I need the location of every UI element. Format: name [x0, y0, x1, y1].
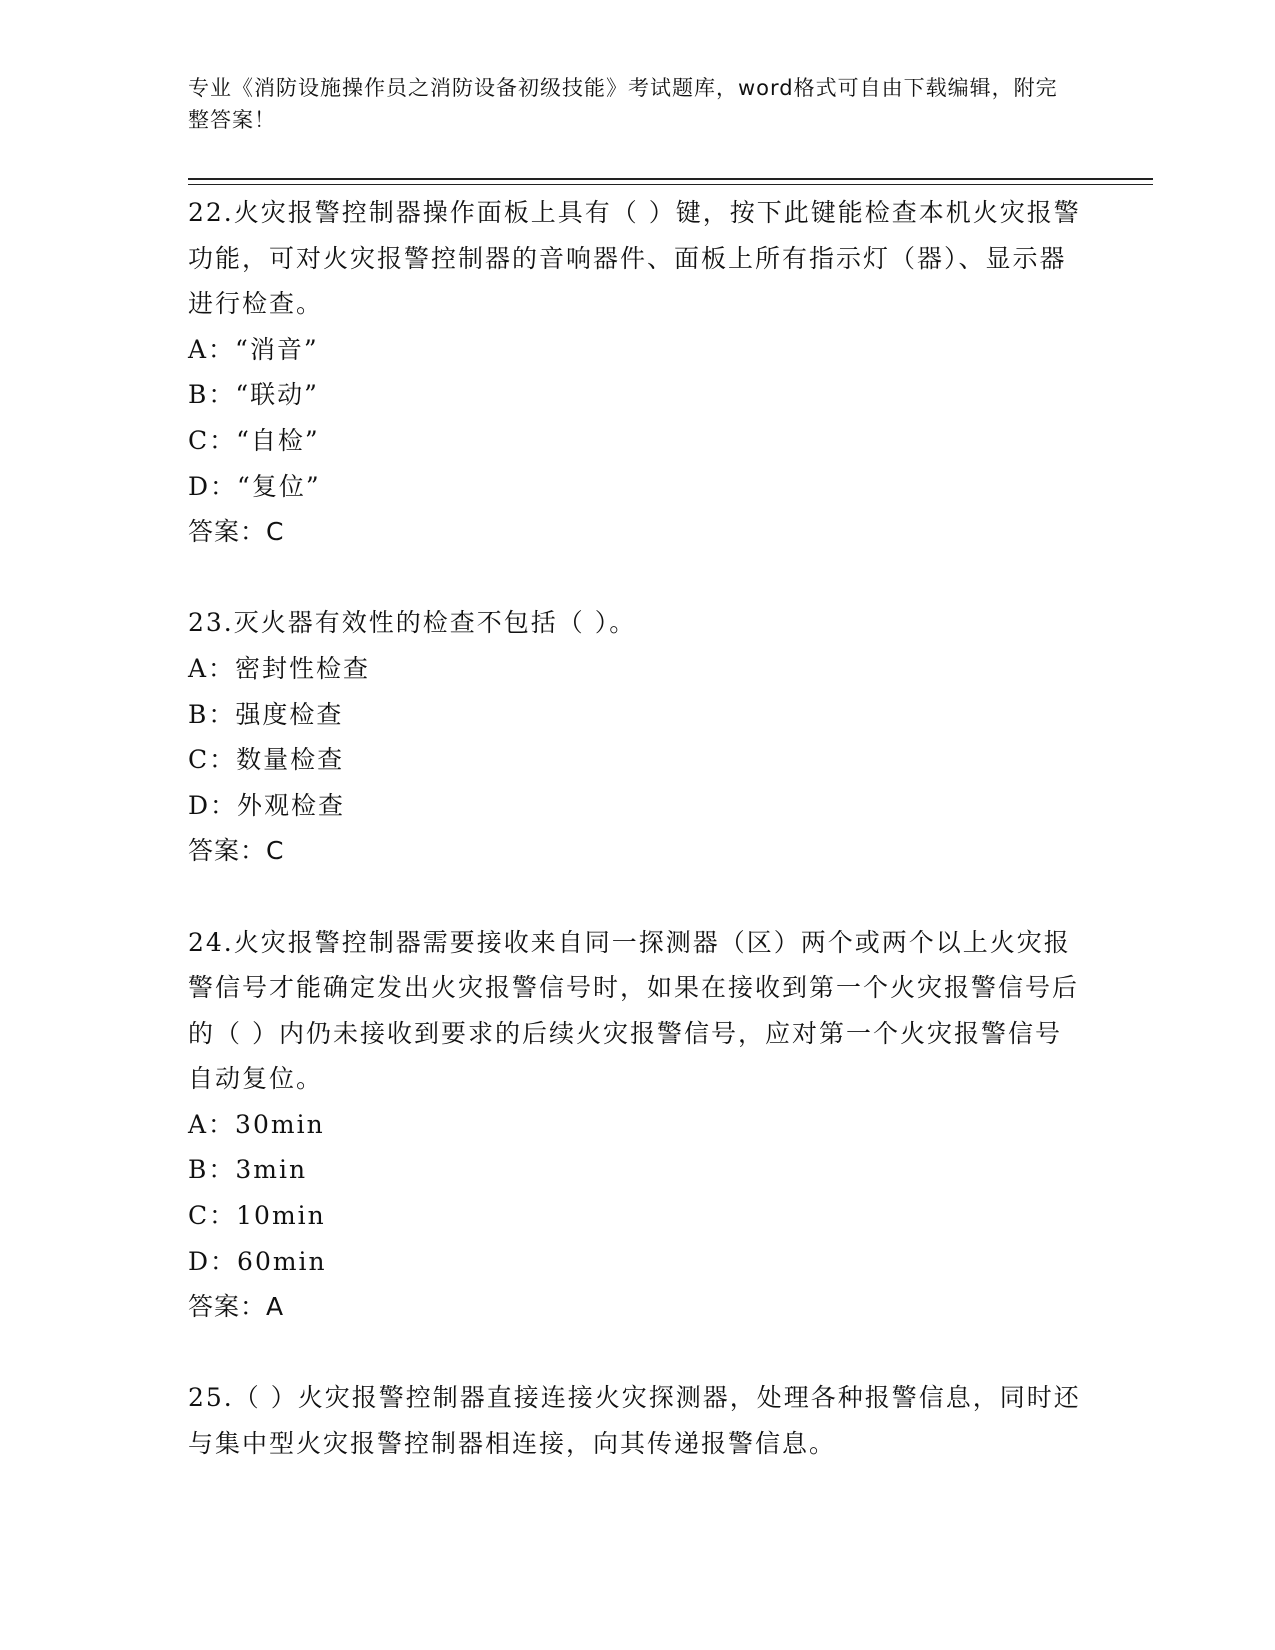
question-text: 25.（ ）火灾报警控制器直接连接火灾探测器，处理各种报警信息，同时还与集中型火灾报警控制器相连接，向其传递报警信息。 — [188, 1383, 1081, 1459]
option-d: D：“复位” — [188, 471, 321, 501]
question-list — [188, 190, 1088, 1512]
question-24 — [188, 920, 1088, 1330]
option-b: B：“联动” — [188, 380, 319, 410]
option-c: C：“自检” — [188, 425, 320, 455]
question-22 — [188, 190, 1088, 555]
option-c: C：数量检查 — [188, 745, 345, 775]
answer: 答案：C — [188, 517, 285, 547]
option-b: B：3min — [188, 1155, 308, 1185]
question-text: 24.火灾报警控制器需要接收来自同一探测器（区）两个或两个以上火灾报警信号才能确定发出火灾报警信号时，如果在接收到第一个火灾报警信号后的（ ）内仍未接收到要求的后续火灾报警信号，应对第一个火灾报警信号自动复位。 — [188, 927, 1080, 1094]
question-23 — [188, 600, 1088, 874]
option-a: A：“消音” — [188, 334, 319, 364]
option-d: D：外观检查 — [188, 790, 346, 820]
option-d: D：60min — [188, 1246, 327, 1276]
option-a: A：密封性检查 — [188, 653, 371, 683]
option-a: A：30min — [188, 1109, 325, 1139]
answer: 答案：A — [188, 1292, 285, 1322]
document-header: 专业《消防设施操作员之消防设备初级技能》考试题库，word格式可自由下载编辑，附完整答案！ — [188, 76, 1058, 132]
header-divider-thin — [188, 184, 1153, 185]
answer: 答案：C — [188, 836, 285, 866]
option-c: C：10min — [188, 1201, 326, 1231]
question-25 — [188, 1375, 1088, 1466]
header-divider-thick — [188, 178, 1153, 180]
question-text: 22.火灾报警控制器操作面板上具有（ ）键，按下此键能检查本机火灾报警功能，可对火灾报警控制器的音响器件、面板上所有指示灯（器）、显示器进行检查。 — [188, 198, 1081, 319]
question-text: 23.灭火器有效性的检查不包括（ ）。 — [188, 608, 637, 638]
option-b: B：强度检查 — [188, 699, 344, 729]
